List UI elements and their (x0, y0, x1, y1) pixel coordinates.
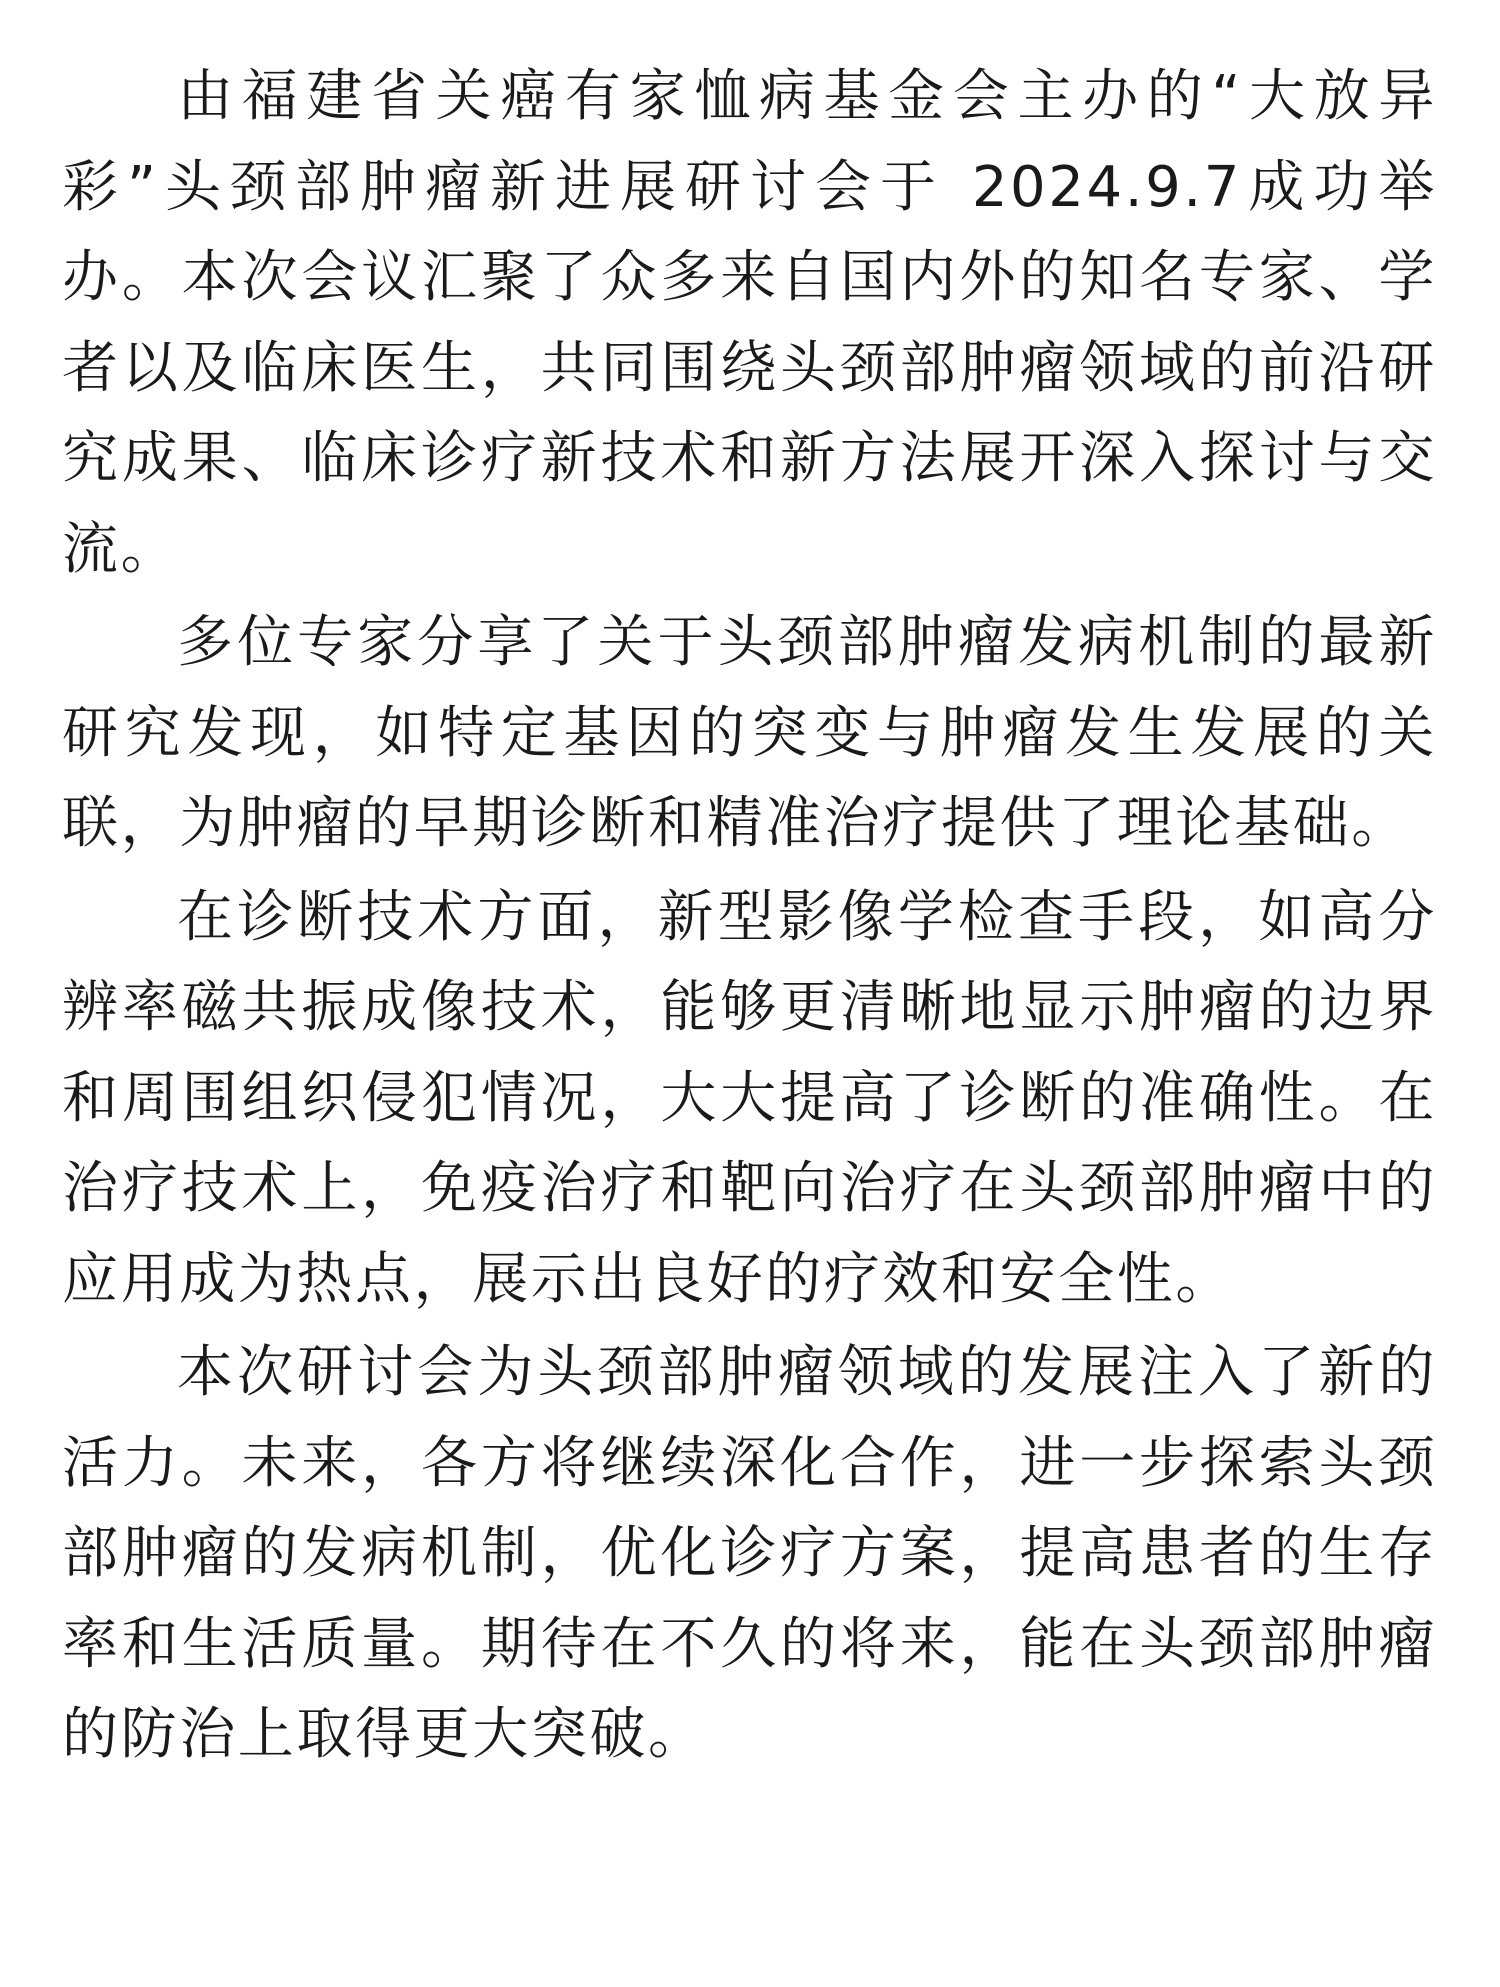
article-body (62, 52, 1437, 1784)
paragraph-techniques: 在诊断技术方面，新型影像学检查手段，如高分辨率磁共振成像技术，能够更清晰地显示肿瘤的边界和周围组织侵犯情况，大大提高了诊断的准确性。在治疗技术上，免疫治疗和靶向治疗在头颈部肿瘤中的应用成为热点，展示出良好的疗效和安全性。 (62, 884, 1437, 1312)
paragraph-research: 多位专家分享了关于头颈部肿瘤发病机制的最新研究发现，如特定基因的突变与肿瘤发生发展的关联，为肿瘤的早期诊断和精准治疗提供了理论基础。 (62, 610, 1437, 856)
paragraph-intro: 由福建省关癌有家恤病基金会主办的“大放异彩”头颈部肿瘤新进展研讨会于 2024.9.7成功举办。本次会议汇聚了众多来自国内外的知名专家、学者以及临床医生，共同围绕头颈部肿瘤领域的前沿研究成果、临床诊疗新技术和新方法展开深入探讨与交流。 (62, 64, 1437, 582)
paragraph-conclusion: 本次研讨会为头颈部肿瘤领域的发展注入了新的活力。未来，各方将继续深化合作，进一步探索头颈部肿瘤的发病机制，优化诊疗方案，提高患者的生存率和生活质量。期待在不久的将来，能在头颈部肿瘤的防治上取得更大突破。 (62, 1340, 1437, 1767)
